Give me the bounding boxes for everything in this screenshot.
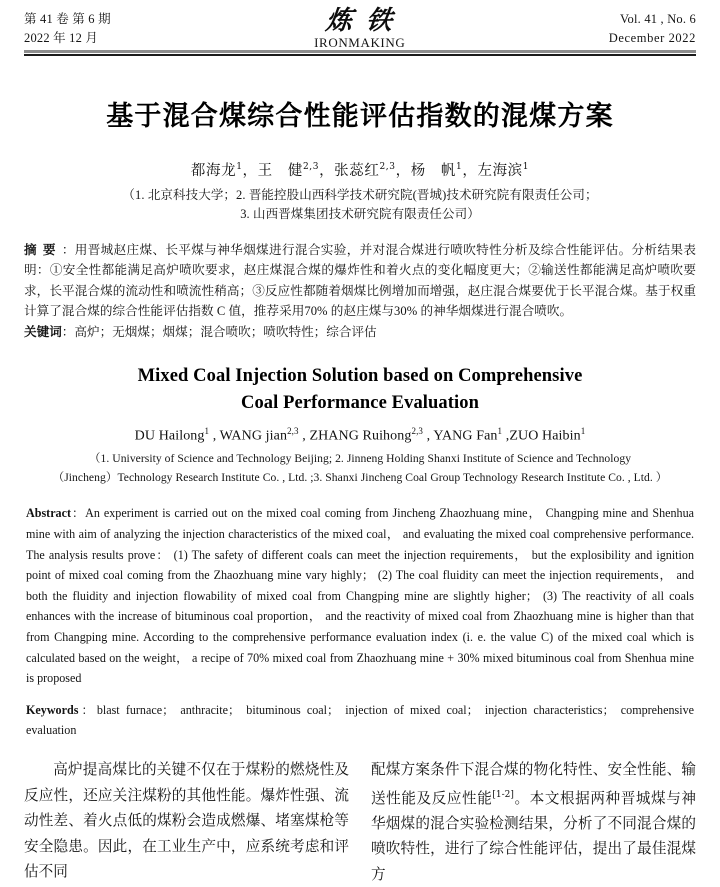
author-en-2-affil-mark: 2,3 [287, 425, 299, 436]
header-rule-thick [24, 50, 696, 53]
abstract-en-separator: ： [71, 506, 86, 521]
journal-title-en: IRONMAKING [314, 35, 406, 50]
author-en-2: WANG jian [219, 428, 288, 444]
abstract-cn-label: 摘要 [24, 242, 62, 257]
author-cn-1-affil-mark: 1 [236, 161, 243, 172]
keywords-en-separator: ： [78, 702, 97, 717]
author-cn-2-affil-mark: 2,3 [302, 161, 320, 172]
article-title-en-line-1: Mixed Coal Injection Solution based on Comprehensive [137, 365, 583, 386]
body-paragraph-left: 高炉提高煤比的关键不仅在于煤粉的燃烧性及反应性，还应关注煤粉的其他性能。爆炸性强、流动性差、着火点低的煤粉会造成燃爆、堵塞煤枪等安全隐患。因此，在工业生产中，应系统考虑和评估不同 [24, 761, 349, 880]
body-column-right [371, 757, 696, 887]
author-en-1: DU Hailong [134, 428, 205, 444]
keywords-en-text: blast furnace； anthracite； bituminous coal； injection of mixed coal； injection characteristics； comprehensive evaluation [26, 702, 694, 738]
author-en-3: ZHANG Ruihong [309, 428, 412, 444]
abstract-en [22, 503, 698, 688]
author-cn-4: 杨 帆 [410, 162, 457, 179]
affiliation-cn [22, 186, 698, 224]
author-en-4-affil-mark: 1 [497, 425, 503, 436]
header-rule-thin [24, 54, 696, 55]
body-paragraph-right [371, 757, 696, 887]
keywords-cn-label: 关键词 [24, 325, 62, 340]
masthead-date-line-en: December 2022 [608, 31, 696, 45]
masthead-volume-line: 第 41 卷 第 6 期 [24, 12, 111, 26]
abstract-cn [22, 240, 698, 322]
abstract-cn-separator: ： [61, 242, 75, 257]
journal-title-cn: 炼铁 [324, 6, 408, 36]
author-en-5-affil-mark: 1 [580, 425, 586, 436]
masthead-volume-issue-cn [22, 10, 111, 48]
author-en-3-affil-mark: 2,3 [411, 425, 424, 436]
masthead-volume-issue-en [609, 10, 698, 48]
affiliation-en [22, 449, 698, 487]
author-list-en: DU Hailong$^1$ , WANG jian$^{2,3}$ , ZHANG Ruihong$^{2,3}$ , YANG Fan$^1$ ,ZUO Haibin$^1$ [134, 425, 586, 444]
journal-logo [314, 8, 406, 50]
affiliation-cn-line-2: 3. 山西晋煤集团技术研究院有限责任公司） [240, 206, 480, 221]
keywords-en [22, 700, 698, 741]
author-list-cn: 都海龙$^1$，王 健$^{2,3}$，张蕊红$^{2,3}$，杨 帆$^1$，左海滨$^1$ [190, 161, 530, 179]
citation-reference-1-2: [1-2] [492, 789, 514, 800]
author-cn-1: 都海龙 [190, 162, 237, 179]
author-cn-3-affil-mark: 2,3 [379, 161, 396, 172]
author-en-4: YANG Fan [433, 428, 498, 444]
keywords-cn-separator: ： [61, 325, 75, 340]
page-masthead [22, 0, 698, 48]
author-cn-2: 王 健 [257, 162, 303, 179]
masthead-date-line-cn: 2022 年 12 月 [24, 31, 99, 45]
article-title-cn: 基于混合煤综合性能评估指数的混煤方案 [106, 100, 614, 132]
keywords-en-label: Keywords [26, 702, 79, 717]
header-rule [22, 50, 698, 56]
body-right-text-part-1: 配煤方案条件下混合煤的物化特性、安全性能、输送性能及反应性能 [371, 761, 696, 807]
author-cn-4-affil-mark: 1 [456, 161, 463, 172]
affiliation-en-line-1: （1. University of Science and Technology Beijing; 2. Jinneng Holding Shanxi Institute of Science and Technology [88, 452, 632, 466]
author-cn-5-affil-mark: 1 [522, 161, 530, 172]
keywords-cn [22, 322, 698, 342]
keywords-cn-text: 高炉；无烟煤；烟煤；混合喷吹；喷吹特性；综合评估 [74, 325, 377, 340]
author-cn-3: 张蕊红 [334, 162, 380, 179]
author-cn-5: 左海滨 [477, 162, 523, 179]
affiliation-en-line-2: （Jincheng）Technology Research Institute Co. , Ltd. ;3. Shanxi Jincheng Coal Group Technology Research Institute Co. , Ltd. ） [52, 471, 668, 485]
author-en-1-affil-mark: 1 [204, 425, 210, 436]
body-columns [22, 757, 698, 887]
author-en-5: ZUO Haibin [509, 428, 581, 444]
article-title-en-line-2: Coal Performance Evaluation [240, 392, 480, 413]
body-column-left [24, 757, 349, 887]
abstract-en-label: Abstract [26, 506, 72, 521]
abstract-en-text: An experiment is carried out on the mixed coal coming from Jincheng Zhaozhuang mine， Changping mine and Shenhua mine with aim of analyzing the injection characteristics of the mixed coal， and evaluating the mixed coal comprehensive performance. The analysis results prove： (1) The safety of different coals can meet the injection requirements， but the explosibility and ignition point of mixed coal coming from the Zhaozhuang mine vary highly； (2) The coal fluidity can meet the injection requirements， and both the fluidity and injection flowability of mixed coal from Changping mine are slightly higher； (3) The reactivity of all coals enhances with the increase of bituminous coal proportion， and the reactivity of mixed coal from Zhaozhuang mine is higher than that from Changping mine. According to the comprehensive performance evaluation index (i. e. the value C) of the mixed coal which is calculated based on the weight， a recipe of 70% mixed coal from Zhaozhuang mine + 30% mixed bituminous coal from Shenhua mine is proposed [26, 506, 694, 686]
masthead-vol-no-line: Vol. 41 , No. 6 [619, 12, 696, 26]
article-title-en [22, 363, 698, 417]
affiliation-cn-line-1: （1. 北京科技大学；2. 晋能控股山西科学技术研究院(晋城)技术研究院有限责任公司； [122, 187, 598, 202]
body-right-text-part-2: 。本文根据两种晋城煤与神华烟煤的混合实验检测结果，分析了不同混合煤的喷吹特性，进行了综合性能评估，提出了最佳混煤方 [371, 789, 696, 883]
abstract-cn-text: 用晋城赵庄煤、长平煤与神华烟煤进行混合实验，并对混合煤进行喷吹特性分析及综合性能评估。分析结果表明：①安全性都能满足高炉喷吹要求，赵庄煤混合煤的爆炸性和着火点的变化幅度更大；②输送性都能满足高炉喷吹要求，长平混合煤的流动性和喷流性稍高；③反应性都随着烟煤比例增加而增强，赵庄混合煤要优于长平混合煤。基于权重计算了混合煤的综合性能评估指数 C 值，推荐采用70% 的赵庄煤与30% 的神华烟煤进行混合喷吹。 [24, 242, 697, 318]
